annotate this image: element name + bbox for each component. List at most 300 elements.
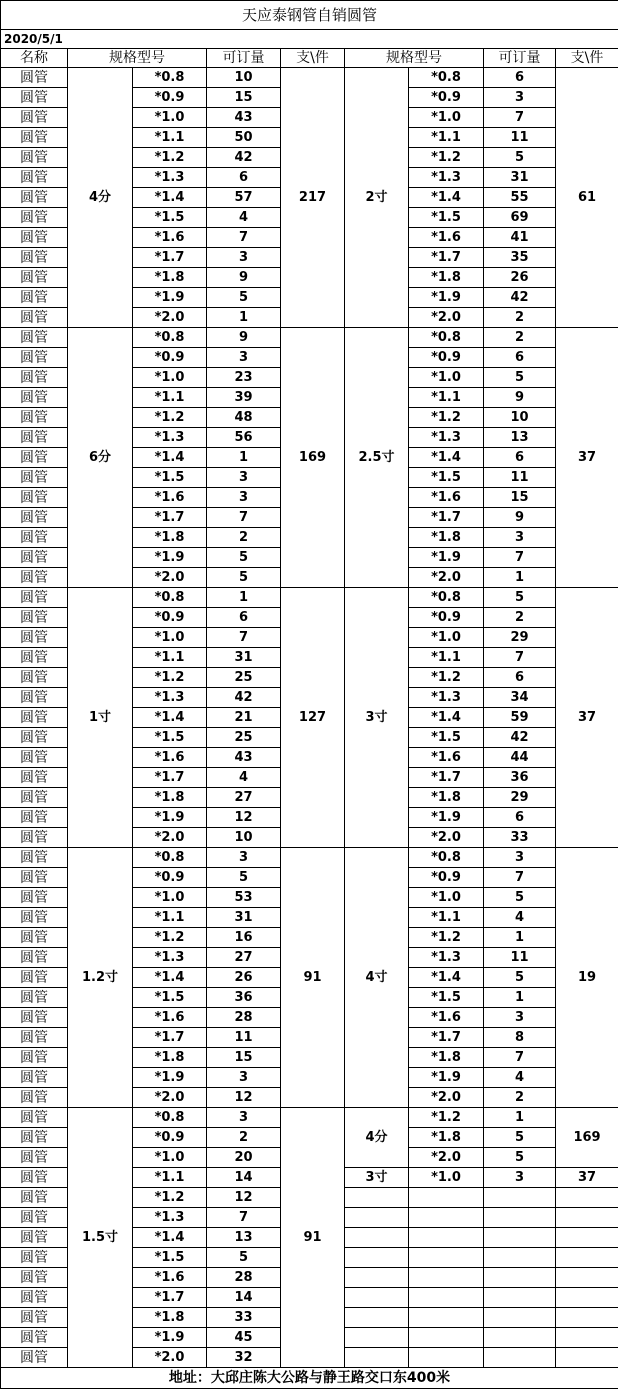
table-row: [1, 848, 618, 868]
qty-cell: 7: [207, 1208, 281, 1228]
qty-cell: 10: [484, 408, 556, 428]
spec-cell: *0.9: [409, 88, 484, 108]
spec-cell: *1.2: [409, 408, 484, 428]
spec-cell: *1.6: [133, 748, 207, 768]
row-name: 圆管: [1, 1168, 68, 1188]
qty-cell: 6: [484, 448, 556, 468]
pcs-cell: 217: [281, 68, 345, 328]
row-name: 圆管: [1, 1068, 68, 1088]
row-name: 圆管: [1, 268, 68, 288]
qty-cell: 7: [484, 1048, 556, 1068]
qty-cell: 4: [484, 908, 556, 928]
qty-cell: 3: [207, 1108, 281, 1128]
spec-cell: *0.9: [133, 608, 207, 628]
spec-cell: *1.2: [409, 668, 484, 688]
qty-cell: 6: [207, 168, 281, 188]
spec-cell: *1.3: [133, 688, 207, 708]
group-label: 2寸: [345, 68, 409, 328]
spec-cell: *1.0: [133, 1148, 207, 1168]
qty-cell: 3: [207, 848, 281, 868]
spec-cell: *1.4: [133, 1228, 207, 1248]
spec-cell: *0.9: [409, 608, 484, 628]
spec-cell: *1.7: [133, 1288, 207, 1308]
qty-cell: 5: [484, 1128, 556, 1148]
spec-cell: *1.6: [409, 1008, 484, 1028]
spec-cell: *1.1: [409, 648, 484, 668]
header-pcs-right: 支\件: [556, 49, 618, 68]
empty-cell: [556, 1288, 618, 1308]
spec-cell: *2.0: [133, 568, 207, 588]
spec-cell: *0.9: [409, 348, 484, 368]
spec-cell: *1.8: [409, 1048, 484, 1068]
spec-cell: *1.2: [409, 1108, 484, 1128]
qty-cell: 20: [207, 1148, 281, 1168]
spec-cell: *1.2: [133, 408, 207, 428]
pcs-cell: 19: [556, 848, 618, 1108]
table-row: [1, 68, 618, 88]
spec-cell: *1.7: [133, 768, 207, 788]
row-name: 圆管: [1, 828, 68, 848]
qty-cell: 32: [207, 1348, 281, 1368]
spec-cell: *1.1: [133, 388, 207, 408]
group-label: 3寸: [345, 1168, 409, 1188]
row-name: 圆管: [1, 128, 68, 148]
qty-cell: 7: [207, 508, 281, 528]
row-name: 圆管: [1, 1248, 68, 1268]
spec-cell: *1.0: [133, 888, 207, 908]
row-name: 圆管: [1, 408, 68, 428]
spec-cell: *1.6: [409, 748, 484, 768]
qty-cell: 25: [207, 668, 281, 688]
empty-cell: [409, 1188, 484, 1208]
spec-cell: *0.8: [133, 328, 207, 348]
qty-cell: 25: [207, 728, 281, 748]
spec-cell: *1.1: [409, 128, 484, 148]
qty-cell: 6: [207, 608, 281, 628]
spec-cell: *2.0: [133, 1088, 207, 1108]
spec-cell: *1.9: [133, 548, 207, 568]
row-name: 圆管: [1, 248, 68, 268]
spec-cell: *1.3: [133, 168, 207, 188]
spec-cell: *0.8: [133, 68, 207, 88]
row-name: 圆管: [1, 568, 68, 588]
row-name: 圆管: [1, 228, 68, 248]
qty-cell: 31: [484, 168, 556, 188]
header-pcs-left: 支\件: [281, 49, 345, 68]
qty-cell: 15: [207, 1048, 281, 1068]
spec-cell: *1.9: [409, 548, 484, 568]
empty-cell: [409, 1308, 484, 1328]
qty-cell: 55: [484, 188, 556, 208]
spec-cell: *1.1: [133, 908, 207, 928]
spec-cell: *1.4: [409, 708, 484, 728]
qty-cell: 42: [207, 688, 281, 708]
spec-cell: *0.8: [133, 848, 207, 868]
spec-cell: *1.3: [133, 1208, 207, 1228]
empty-cell: [409, 1228, 484, 1248]
pcs-cell: 91: [281, 1108, 345, 1368]
row-name: 圆管: [1, 728, 68, 748]
row-name: 圆管: [1, 328, 68, 348]
qty-cell: 3: [484, 1008, 556, 1028]
spec-cell: *1.9: [133, 808, 207, 828]
spec-cell: *1.1: [133, 1168, 207, 1188]
qty-cell: 5: [484, 368, 556, 388]
qty-cell: 16: [207, 928, 281, 948]
spec-cell: *1.8: [409, 268, 484, 288]
spec-cell: *1.7: [409, 768, 484, 788]
row-name: 圆管: [1, 808, 68, 828]
row-name: 圆管: [1, 648, 68, 668]
spec-cell: *1.0: [409, 888, 484, 908]
qty-cell: 36: [484, 768, 556, 788]
qty-cell: 26: [207, 968, 281, 988]
qty-cell: 35: [484, 248, 556, 268]
empty-cell: [409, 1328, 484, 1348]
empty-cell: [484, 1308, 556, 1328]
qty-cell: 1: [484, 988, 556, 1008]
qty-cell: 69: [484, 208, 556, 228]
qty-cell: 3: [484, 848, 556, 868]
empty-cell: [345, 1288, 409, 1308]
row-name: 圆管: [1, 208, 68, 228]
spec-cell: *1.5: [133, 988, 207, 1008]
group-label: 4分: [345, 1108, 409, 1168]
group-label: 4寸: [345, 848, 409, 1108]
qty-cell: 1: [207, 308, 281, 328]
spec-cell: *1.3: [409, 948, 484, 968]
spec-cell: *2.0: [133, 308, 207, 328]
row-name: 圆管: [1, 448, 68, 468]
qty-cell: 36: [207, 988, 281, 1008]
qty-cell: 31: [207, 908, 281, 928]
empty-cell: [484, 1328, 556, 1348]
qty-cell: 14: [207, 1288, 281, 1308]
header-qty-left: 可订量: [207, 49, 281, 68]
row-name: 圆管: [1, 188, 68, 208]
spec-cell: *1.0: [409, 628, 484, 648]
qty-cell: 9: [484, 388, 556, 408]
row-name: 圆管: [1, 1148, 68, 1168]
row-name: 圆管: [1, 508, 68, 528]
qty-cell: 3: [207, 488, 281, 508]
row-name: 圆管: [1, 668, 68, 688]
spec-cell: *2.0: [409, 828, 484, 848]
row-name: 圆管: [1, 368, 68, 388]
spec-cell: *1.9: [133, 1068, 207, 1088]
spec-cell: *1.4: [409, 448, 484, 468]
empty-cell: [484, 1188, 556, 1208]
row-name: 圆管: [1, 428, 68, 448]
row-name: 圆管: [1, 1088, 68, 1108]
qty-cell: 12: [207, 1088, 281, 1108]
qty-cell: 53: [207, 888, 281, 908]
spec-cell: *1.2: [133, 928, 207, 948]
empty-cell: [345, 1228, 409, 1248]
row-name: 圆管: [1, 308, 68, 328]
spec-cell: *1.7: [409, 1028, 484, 1048]
table-row: [1, 588, 618, 608]
qty-cell: 57: [207, 188, 281, 208]
empty-cell: [484, 1348, 556, 1368]
qty-cell: 10: [207, 68, 281, 88]
row-name: 圆管: [1, 468, 68, 488]
qty-cell: 44: [484, 748, 556, 768]
table-row: [1, 1108, 618, 1128]
qty-cell: 1: [484, 568, 556, 588]
empty-cell: [409, 1268, 484, 1288]
qty-cell: 6: [484, 68, 556, 88]
spec-cell: *1.8: [133, 1048, 207, 1068]
spec-cell: *1.3: [133, 948, 207, 968]
qty-cell: 7: [207, 228, 281, 248]
qty-cell: 43: [207, 748, 281, 768]
row-name: 圆管: [1, 168, 68, 188]
pcs-cell: 169: [281, 328, 345, 588]
qty-cell: 1: [207, 448, 281, 468]
group-label: 1寸: [68, 588, 133, 848]
qty-cell: 2: [207, 528, 281, 548]
qty-cell: 27: [207, 788, 281, 808]
row-name: 圆管: [1, 968, 68, 988]
row-name: 圆管: [1, 588, 68, 608]
qty-cell: 3: [207, 348, 281, 368]
row-name: 圆管: [1, 148, 68, 168]
spec-cell: *1.3: [409, 428, 484, 448]
spec-cell: *2.0: [409, 1088, 484, 1108]
spec-cell: *1.3: [409, 168, 484, 188]
table-row: [1, 328, 618, 348]
qty-cell: 10: [207, 828, 281, 848]
spec-cell: *1.0: [133, 368, 207, 388]
qty-cell: 5: [207, 548, 281, 568]
row-name: 圆管: [1, 748, 68, 768]
qty-cell: 48: [207, 408, 281, 428]
qty-cell: 8: [484, 1028, 556, 1048]
spec-cell: *1.2: [133, 668, 207, 688]
spec-cell: *0.8: [409, 328, 484, 348]
qty-cell: 11: [484, 128, 556, 148]
qty-cell: 33: [207, 1308, 281, 1328]
spec-cell: *1.6: [409, 488, 484, 508]
spec-cell: *1.8: [133, 1308, 207, 1328]
pcs-cell: 37: [556, 1168, 618, 1188]
qty-cell: 15: [207, 88, 281, 108]
spec-cell: *1.9: [133, 288, 207, 308]
row-name: 圆管: [1, 68, 68, 88]
pcs-cell: 91: [281, 848, 345, 1108]
row-name: 圆管: [1, 888, 68, 908]
qty-cell: 2: [484, 328, 556, 348]
spec-cell: *1.6: [409, 228, 484, 248]
qty-cell: 13: [207, 1228, 281, 1248]
spec-cell: *2.0: [133, 828, 207, 848]
empty-cell: [484, 1208, 556, 1228]
empty-cell: [484, 1248, 556, 1268]
qty-cell: 7: [484, 108, 556, 128]
qty-cell: 2: [484, 1088, 556, 1108]
spec-cell: *1.2: [409, 928, 484, 948]
spec-cell: *2.0: [409, 568, 484, 588]
qty-cell: 34: [484, 688, 556, 708]
group-label: 4分: [68, 68, 133, 328]
spec-cell: *1.2: [133, 148, 207, 168]
header-spec-right: 规格型号: [345, 49, 484, 68]
group-label: 1.5寸: [68, 1108, 133, 1368]
row-name: 圆管: [1, 1328, 68, 1348]
sheet-title: 天应泰钢管自销圆管: [1, 1, 618, 30]
spec-cell: *1.4: [133, 968, 207, 988]
row-name: 圆管: [1, 1028, 68, 1048]
spec-cell: *1.6: [133, 1008, 207, 1028]
empty-cell: [556, 1348, 618, 1368]
qty-cell: 50: [207, 128, 281, 148]
row-name: 圆管: [1, 908, 68, 928]
row-name: 圆管: [1, 848, 68, 868]
header-qty-right: 可订量: [484, 49, 556, 68]
spec-cell: *0.8: [409, 588, 484, 608]
spec-cell: *2.0: [409, 1148, 484, 1168]
row-name: 圆管: [1, 708, 68, 728]
spec-cell: *1.5: [409, 728, 484, 748]
spec-cell: *1.0: [409, 1168, 484, 1188]
pcs-cell: 169: [556, 1108, 618, 1168]
empty-cell: [409, 1248, 484, 1268]
pcs-cell: 37: [556, 588, 618, 848]
spec-cell: *1.6: [133, 1268, 207, 1288]
qty-cell: 45: [207, 1328, 281, 1348]
spec-cell: *0.8: [409, 68, 484, 88]
empty-cell: [556, 1268, 618, 1288]
spec-cell: *1.9: [409, 288, 484, 308]
qty-cell: 3: [484, 1168, 556, 1188]
spec-cell: *0.8: [133, 588, 207, 608]
spec-cell: *1.2: [133, 1188, 207, 1208]
spec-cell: *0.8: [133, 1108, 207, 1128]
spec-cell: *1.2: [409, 148, 484, 168]
row-name: 圆管: [1, 1228, 68, 1248]
empty-cell: [556, 1228, 618, 1248]
qty-cell: 4: [207, 208, 281, 228]
pcs-cell: 127: [281, 588, 345, 848]
qty-cell: 5: [207, 568, 281, 588]
spec-cell: *1.1: [409, 388, 484, 408]
qty-cell: 33: [484, 828, 556, 848]
qty-cell: 3: [207, 248, 281, 268]
row-name: 圆管: [1, 288, 68, 308]
qty-cell: 59: [484, 708, 556, 728]
qty-cell: 4: [207, 768, 281, 788]
spec-cell: *1.9: [409, 1068, 484, 1088]
header-spec-left: 规格型号: [68, 49, 207, 68]
spec-cell: *1.8: [133, 268, 207, 288]
qty-cell: 6: [484, 668, 556, 688]
qty-cell: 9: [207, 268, 281, 288]
row-name: 圆管: [1, 1108, 68, 1128]
qty-cell: 13: [484, 428, 556, 448]
spec-cell: *1.7: [133, 508, 207, 528]
spec-cell: *1.8: [133, 528, 207, 548]
spec-cell: *0.9: [409, 868, 484, 888]
row-name: 圆管: [1, 108, 68, 128]
row-name: 圆管: [1, 988, 68, 1008]
qty-cell: 3: [484, 528, 556, 548]
qty-cell: 6: [484, 348, 556, 368]
spec-cell: *0.8: [409, 848, 484, 868]
address-footer: 地址：大邱庄陈大公路与静王路交口东400米: [1, 1368, 618, 1389]
spec-cell: *1.4: [133, 708, 207, 728]
qty-cell: 7: [207, 628, 281, 648]
spec-cell: *1.7: [409, 248, 484, 268]
row-name: 圆管: [1, 1048, 68, 1068]
spec-cell: *1.7: [133, 1028, 207, 1048]
qty-cell: 5: [484, 1148, 556, 1168]
spec-cell: *1.5: [409, 468, 484, 488]
row-name: 圆管: [1, 348, 68, 368]
qty-cell: 3: [207, 468, 281, 488]
row-name: 圆管: [1, 548, 68, 568]
spec-cell: *1.0: [409, 368, 484, 388]
qty-cell: 1: [484, 1108, 556, 1128]
spec-cell: *1.5: [133, 468, 207, 488]
spec-cell: *1.5: [133, 728, 207, 748]
spec-cell: *1.4: [133, 448, 207, 468]
row-name: 圆管: [1, 928, 68, 948]
qty-cell: 12: [207, 808, 281, 828]
row-name: 圆管: [1, 88, 68, 108]
empty-cell: [484, 1288, 556, 1308]
pcs-cell: 37: [556, 328, 618, 588]
row-name: 圆管: [1, 488, 68, 508]
spec-cell: *1.6: [133, 228, 207, 248]
row-name: 圆管: [1, 1268, 68, 1288]
spec-cell: *1.3: [409, 688, 484, 708]
qty-cell: 9: [484, 508, 556, 528]
spec-cell: *0.9: [133, 1128, 207, 1148]
spec-cell: *1.4: [409, 188, 484, 208]
qty-cell: 5: [484, 588, 556, 608]
qty-cell: 39: [207, 388, 281, 408]
spec-cell: *2.0: [409, 308, 484, 328]
qty-cell: 11: [484, 948, 556, 968]
spec-cell: *1.8: [409, 528, 484, 548]
row-name: 圆管: [1, 1128, 68, 1148]
header-name: 名称: [1, 49, 68, 68]
qty-cell: 42: [484, 288, 556, 308]
spec-cell: *0.9: [133, 348, 207, 368]
qty-cell: 5: [207, 868, 281, 888]
qty-cell: 42: [207, 148, 281, 168]
spec-cell: *1.0: [409, 108, 484, 128]
row-name: 圆管: [1, 1288, 68, 1308]
spec-cell: *1.4: [409, 968, 484, 988]
spec-cell: *0.9: [133, 88, 207, 108]
qty-cell: 9: [207, 328, 281, 348]
qty-cell: 56: [207, 428, 281, 448]
group-label: 3寸: [345, 588, 409, 848]
row-name: 圆管: [1, 948, 68, 968]
group-label: 1.2寸: [68, 848, 133, 1108]
qty-cell: 28: [207, 1008, 281, 1028]
spec-cell: *1.8: [409, 1128, 484, 1148]
spec-cell: *1.8: [133, 788, 207, 808]
empty-cell: [556, 1208, 618, 1228]
qty-cell: 5: [484, 148, 556, 168]
spec-cell: *1.4: [133, 188, 207, 208]
empty-cell: [556, 1248, 618, 1268]
qty-cell: 4: [484, 1068, 556, 1088]
spec-cell: *1.3: [133, 428, 207, 448]
